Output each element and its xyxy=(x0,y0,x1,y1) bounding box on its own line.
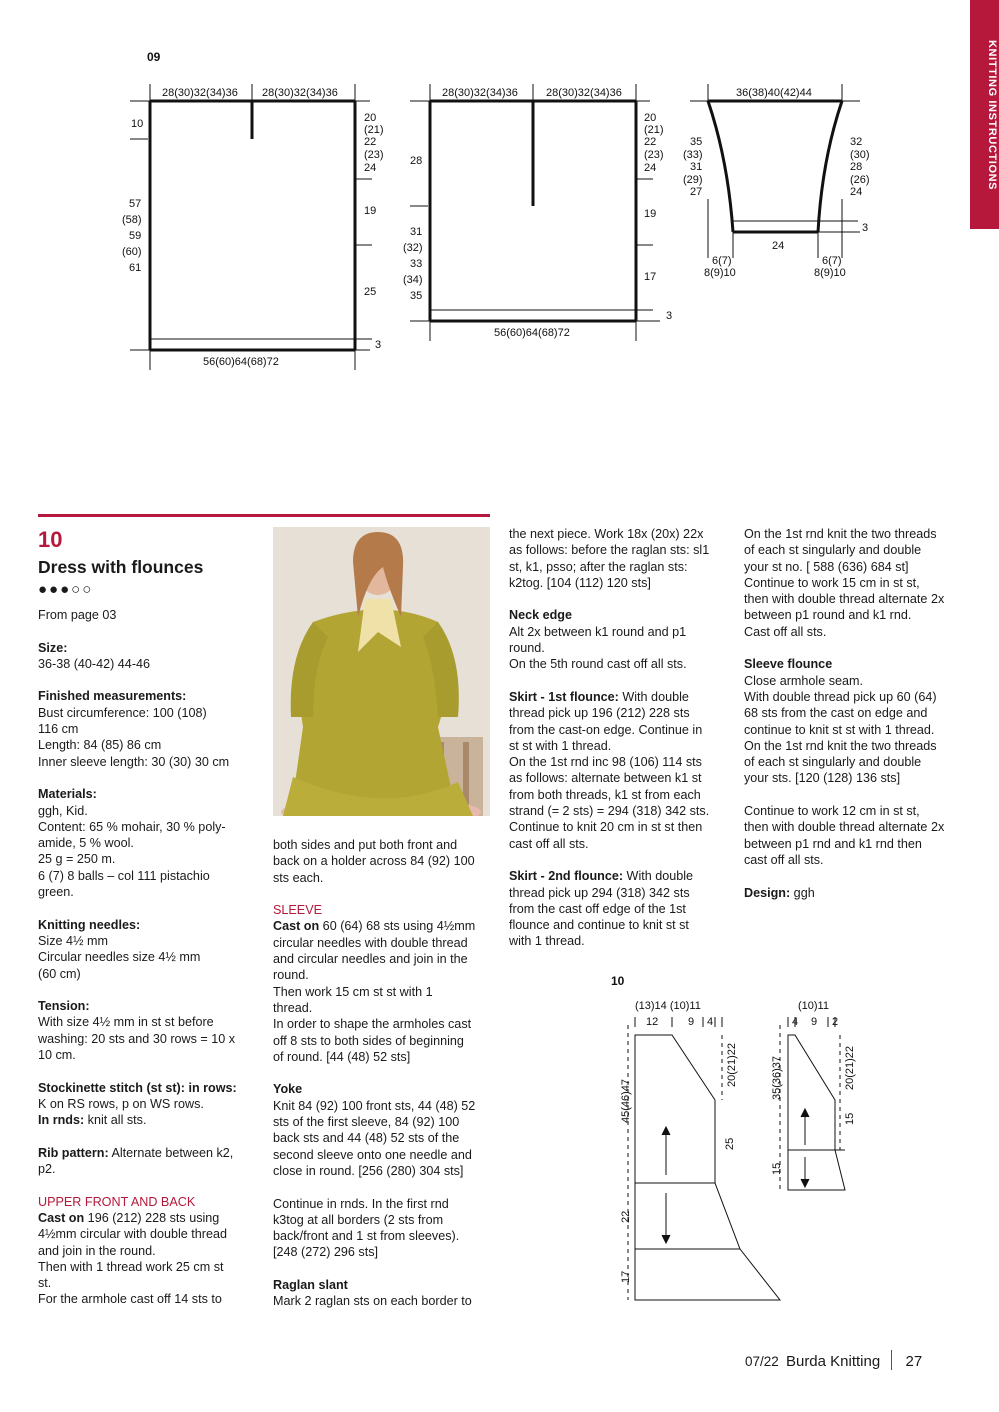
diagram-09-label: 09 xyxy=(147,50,161,64)
column-1 xyxy=(38,527,258,1308)
length: Length: 84 (85) 86 cm xyxy=(38,738,162,753)
p1-right: 22 xyxy=(364,136,377,148)
d1-25: 25 xyxy=(724,1137,736,1150)
material-line: amide, 5 % wool. xyxy=(38,836,134,851)
text-line: from the cast-on edge. Continue in xyxy=(509,722,703,737)
d2-9: 9 xyxy=(811,1016,818,1028)
article-number: 10 xyxy=(38,527,63,552)
d2-2: 2 xyxy=(832,1016,839,1028)
side-tab xyxy=(970,0,999,229)
text-line: With double xyxy=(618,689,689,704)
p1-left: 59 xyxy=(129,230,142,242)
text-line: flounce and continue to knit st st xyxy=(509,918,689,933)
p1-left: (58) xyxy=(122,214,142,226)
text-line: sts of the first sleeve, 84 (92) 100 xyxy=(273,1115,460,1130)
panel-sleeve xyxy=(690,84,863,258)
p3-br: 8(9)10 xyxy=(814,267,846,279)
p2-right: 24 xyxy=(644,162,657,174)
materials-label: Materials: xyxy=(38,787,97,802)
text-line: 60 (64) 68 sts using 4½mm xyxy=(319,919,476,934)
neck-label: Neck edge xyxy=(509,608,572,623)
text-line: of round. [44 (48) 52 sts] xyxy=(273,1049,411,1064)
text-line: as follows: before the raglan sts: sl1 xyxy=(509,543,710,558)
article-title: Dress with flounces xyxy=(38,557,204,577)
cast-line: 196 (212) 228 sts using xyxy=(84,1210,220,1225)
p3-right: 32 xyxy=(850,136,863,148)
p2-left: 33 xyxy=(410,258,423,270)
text-line: round. xyxy=(509,641,545,656)
p1-19: 19 xyxy=(364,205,377,217)
cast-line: 4½mm circular with double thread xyxy=(38,1227,227,1242)
p2-17: 17 xyxy=(644,271,657,283)
p3-3: 3 xyxy=(862,222,869,234)
material-line: Content: 65 % mohair, 30 % poly- xyxy=(38,819,226,834)
d2-4: 4 xyxy=(792,1016,799,1028)
p2-left: 35 xyxy=(410,290,423,302)
bust: Bust circumference: 100 (108) xyxy=(38,705,207,720)
p2-top-right: 28(30)32(34)36 xyxy=(546,87,622,99)
text-line: sts each. xyxy=(273,870,324,885)
text-line: off 8 sts to both sides of beginning xyxy=(273,1033,464,1048)
text-line: Continue to knit 20 cm in st st then xyxy=(509,820,703,835)
cast-line: and join in the round. xyxy=(38,1243,156,1258)
d2-15-left: 15 xyxy=(771,1162,783,1175)
text-line: thread. xyxy=(273,1000,313,1015)
issue: 07/22 xyxy=(745,1354,779,1369)
text-line: With double thread pick up 60 (64) xyxy=(744,689,937,704)
needles-line: (60 cm) xyxy=(38,966,81,981)
d1-4: 4 xyxy=(707,1016,714,1028)
p1-right: 20 xyxy=(364,112,377,124)
material-line: green. xyxy=(38,885,74,900)
p3-br: 6(7) xyxy=(822,255,842,267)
design-label: Design: xyxy=(744,885,791,900)
p1-top-right: 28(30)32(34)36 xyxy=(262,87,338,99)
text-line: your sts. [120 (128) 136 sts] xyxy=(744,771,901,786)
page-number: 27 xyxy=(905,1353,923,1370)
text-line: between p1 rnd and k1 rnd then xyxy=(744,836,922,851)
p3-bl: 6(7) xyxy=(712,255,732,267)
text-line: cast off all sts. xyxy=(509,836,589,851)
diagram-10-label: 10 xyxy=(611,974,625,988)
text-line: cast off all sts. xyxy=(744,852,824,867)
text-line: with 1 thread. xyxy=(509,934,585,949)
d2-35: 35(36)37 xyxy=(771,1055,783,1100)
cast-label: Cast on xyxy=(38,1210,85,1225)
p2-right: 22 xyxy=(644,136,657,148)
diagram-10 xyxy=(600,965,880,1310)
p1-3: 3 xyxy=(375,339,382,351)
material-line: 6 (7) 8 balls – col 111 pistachio xyxy=(38,868,210,883)
model-photo xyxy=(273,527,490,816)
text-line: thread pick up 196 (212) 228 sts xyxy=(509,706,690,721)
d1-top: (13)14 (10)11 xyxy=(635,1000,701,1012)
text-line: strand (= 2 sts) = 294 (318) 342 sts. xyxy=(509,804,710,819)
p3-left: 31 xyxy=(690,161,703,173)
text-line: st, k1, psso; after the raglan sts: xyxy=(509,559,688,574)
p1-left: 57 xyxy=(129,198,142,210)
column-3 xyxy=(509,526,734,950)
text-line: Cast off all sts. xyxy=(744,624,827,639)
text-line: your st no. [ 588 (636) 684 st] xyxy=(744,559,909,574)
p2-19: 19 xyxy=(644,208,657,220)
text-line: Knit 84 (92) 100 front sts, 44 (48) 52 xyxy=(273,1098,476,1113)
text-line: Continue to work 15 cm in st st, xyxy=(744,575,920,590)
text-line: from both threads, k1 st from each xyxy=(509,787,701,802)
rib-value: Alternate between k2, xyxy=(108,1145,234,1160)
text-line: Continue to work 12 cm in st st, xyxy=(744,804,920,819)
text-line: thread pick up 294 (318) 342 sts xyxy=(509,885,690,900)
skirt-2-label: Skirt - 2nd flounce: xyxy=(509,869,624,884)
d1-22: 22 xyxy=(620,1210,632,1223)
text-line: back/front and 1 st from sleeves). xyxy=(273,1229,460,1244)
upper-heading: UPPER FRONT AND BACK xyxy=(38,1194,196,1209)
text-line: On the 5th round cast off all sts. xyxy=(509,657,687,672)
skirt-1-label: Skirt - 1st flounce: xyxy=(509,689,619,704)
p2-28: 28 xyxy=(410,155,423,167)
text-line: In order to shape the armholes cast xyxy=(273,1017,472,1032)
cast-line: For the armhole cast off 14 sts to xyxy=(38,1292,222,1307)
text-line: k3tog at all borders (2 sts from xyxy=(273,1212,444,1227)
text-line: On the 1st rnd inc 98 (106) 114 sts xyxy=(509,755,702,770)
p2-left: (34) xyxy=(403,274,423,286)
needles-line: Size 4½ mm xyxy=(38,933,108,948)
d1-20: 20(21)22 xyxy=(726,1042,738,1087)
cast-line: st. xyxy=(38,1276,52,1291)
text-line: Alt 2x between k1 round and p1 xyxy=(509,624,687,639)
d2-20: 20(21)22 xyxy=(844,1045,856,1090)
p3-left: 27 xyxy=(690,186,703,198)
bust-2: 116 cm xyxy=(38,722,79,737)
cast-line: Then with 1 thread work 25 cm st xyxy=(38,1259,224,1274)
p2-bottom: 56(60)64(68)72 xyxy=(494,327,570,339)
p3-left: (33) xyxy=(683,149,703,161)
sleeve-schematic xyxy=(780,1017,845,1190)
d1-9: 9 xyxy=(688,1016,695,1028)
sleeve-heading: SLEEVE xyxy=(273,903,323,918)
needles-label: Knitting needles: xyxy=(38,917,141,932)
text-line: round. xyxy=(273,968,309,983)
text-line: the next piece. Work 18x (20x) 22x xyxy=(509,527,704,541)
p3-right: (30) xyxy=(850,149,870,161)
model-photo-illustration xyxy=(273,527,490,816)
d1-17: 17 xyxy=(620,1270,632,1283)
text-line: [248 (272) 296 sts] xyxy=(273,1245,379,1260)
text-line: Mark 2 raglan sts on each border to xyxy=(273,1294,472,1309)
rnds-value: knit all sts. xyxy=(84,1113,147,1128)
text-line: Continue in rnds. In the first rnd xyxy=(273,1196,449,1211)
text-line: On the 1st rnd knit the two threads xyxy=(744,527,937,541)
column-2 xyxy=(273,837,493,1310)
text-line: Close armhole seam. xyxy=(744,673,863,688)
text-line: st st with 1 thread. xyxy=(509,738,612,753)
p3-top: 36(38)40(42)44 xyxy=(736,87,812,99)
text-line: close in round. [256 (280) 304 sts] xyxy=(273,1163,464,1178)
p1-label-10: 10 xyxy=(131,118,144,130)
p1-right: (21) xyxy=(364,124,384,136)
text-line: as follows: alternate between k1 st xyxy=(509,771,702,786)
p2-left: 31 xyxy=(410,226,423,238)
p1-bottom: 56(60)64(68)72 xyxy=(203,356,279,368)
text-line: second sleeve onto one needle and xyxy=(273,1147,472,1162)
material-line: 25 g = 250 m. xyxy=(38,852,116,867)
rib-label: Rib pattern: xyxy=(38,1145,109,1160)
p3-right: (26) xyxy=(850,174,870,186)
sleeve-cast-label: Cast on xyxy=(273,919,320,934)
text-line: k2tog. [104 (112) 120 sts] xyxy=(509,575,651,590)
tension-label: Tension: xyxy=(38,999,90,1014)
p2-right: (23) xyxy=(644,149,664,161)
text-line: then with double thread alternate 2x xyxy=(744,592,945,607)
footer xyxy=(745,1350,922,1370)
tension-line: washing: 20 sts and 30 rows = 10 x xyxy=(38,1031,236,1046)
text-line: back on a holder across 84 (92) 100 xyxy=(273,854,475,869)
yoke-label: Yoke xyxy=(273,1082,303,1097)
magazine-name: Burda Knitting xyxy=(785,1353,881,1370)
tension-line: With size 4½ mm in st st before xyxy=(38,1015,214,1030)
dress-schematic xyxy=(628,1017,780,1300)
d2-top: (10)11 xyxy=(798,1000,829,1012)
tension-line: 10 cm. xyxy=(38,1048,76,1063)
p1-top-left: 28(30)32(34)36 xyxy=(162,87,238,99)
p1-right: (23) xyxy=(364,149,384,161)
text-line: from the cast off edge of the 1st xyxy=(509,901,686,916)
p2-right: 20 xyxy=(644,112,657,124)
text-line: and circular needles and join in the xyxy=(273,952,468,967)
size-value: 36-38 (40-42) 44-46 xyxy=(38,656,151,671)
text-line: of each st singularly and double xyxy=(744,755,922,770)
p2-top-left: 28(30)32(34)36 xyxy=(442,87,518,99)
inner-sleeve: Inner sleeve length: 30 (30) 30 cm xyxy=(38,754,230,769)
text-line: of each st singularly and double xyxy=(744,543,922,558)
stst-line: K on RS rows, p on WS rows. xyxy=(38,1096,204,1111)
stst-label: Stockinette stitch (st st): in rows: xyxy=(38,1080,237,1095)
d1-45: 45(46)47 xyxy=(620,1078,632,1123)
text-line: back sts and 44 (48) 52 sts of the xyxy=(273,1131,460,1146)
side-tab-label: KNITTING INSTRUCTIONS xyxy=(986,40,998,191)
p1-25: 25 xyxy=(364,286,377,298)
rib-line: p2. xyxy=(38,1162,56,1177)
text-line: between p1 round and k1 rnd. xyxy=(744,608,912,623)
p2-left: (32) xyxy=(403,242,423,254)
panel-back xyxy=(130,84,372,370)
text-line: both sides and put both front and xyxy=(273,838,458,852)
design-value: ggh xyxy=(790,885,815,900)
p3-left: (29) xyxy=(683,174,703,186)
finished-label: Finished measurements: xyxy=(38,689,187,704)
p3-24: 24 xyxy=(772,240,785,252)
p3-left: 35 xyxy=(690,136,703,148)
p1-left: 61 xyxy=(129,262,142,274)
raglan-label: Raglan slant xyxy=(273,1278,348,1293)
p3-right: 28 xyxy=(850,161,863,173)
text-line: 68 sts from the cast on edge and xyxy=(744,706,928,721)
text-line: continue to knit st st with 1 thread. xyxy=(744,722,935,737)
text-line: then with double thread alternate 2x xyxy=(744,820,945,835)
d1-12: 12 xyxy=(646,1016,659,1028)
panel-front xyxy=(410,84,660,341)
p3-bl: 8(9)10 xyxy=(704,267,736,279)
size-label: Size: xyxy=(38,640,68,655)
p1-right: 24 xyxy=(364,162,377,174)
text-line: circular needles with double thread xyxy=(273,935,468,950)
p2-3: 3 xyxy=(666,310,673,322)
sleeve-flounce-label: Sleeve flounce xyxy=(744,657,833,672)
material-line: ggh, Kid. xyxy=(38,803,88,818)
p1-left: (60) xyxy=(122,246,142,258)
column-4 xyxy=(744,526,969,901)
from-page: From page 03 xyxy=(38,608,117,622)
text-line: Then work 15 cm st st with 1 xyxy=(273,984,433,999)
diagram-09 xyxy=(0,0,960,380)
p2-right: (21) xyxy=(644,124,664,136)
needles-line: Circular needles size 4½ mm xyxy=(38,950,201,965)
p3-right: 24 xyxy=(850,186,863,198)
d2-15-right: 15 xyxy=(844,1112,856,1125)
text-line: With double xyxy=(623,869,694,884)
difficulty-rating: ●●●○○ xyxy=(38,581,94,598)
section-rule xyxy=(38,514,490,517)
rnds-label: In rnds: xyxy=(38,1113,85,1128)
text-line: On the 1st rnd knit the two threads xyxy=(744,738,937,753)
